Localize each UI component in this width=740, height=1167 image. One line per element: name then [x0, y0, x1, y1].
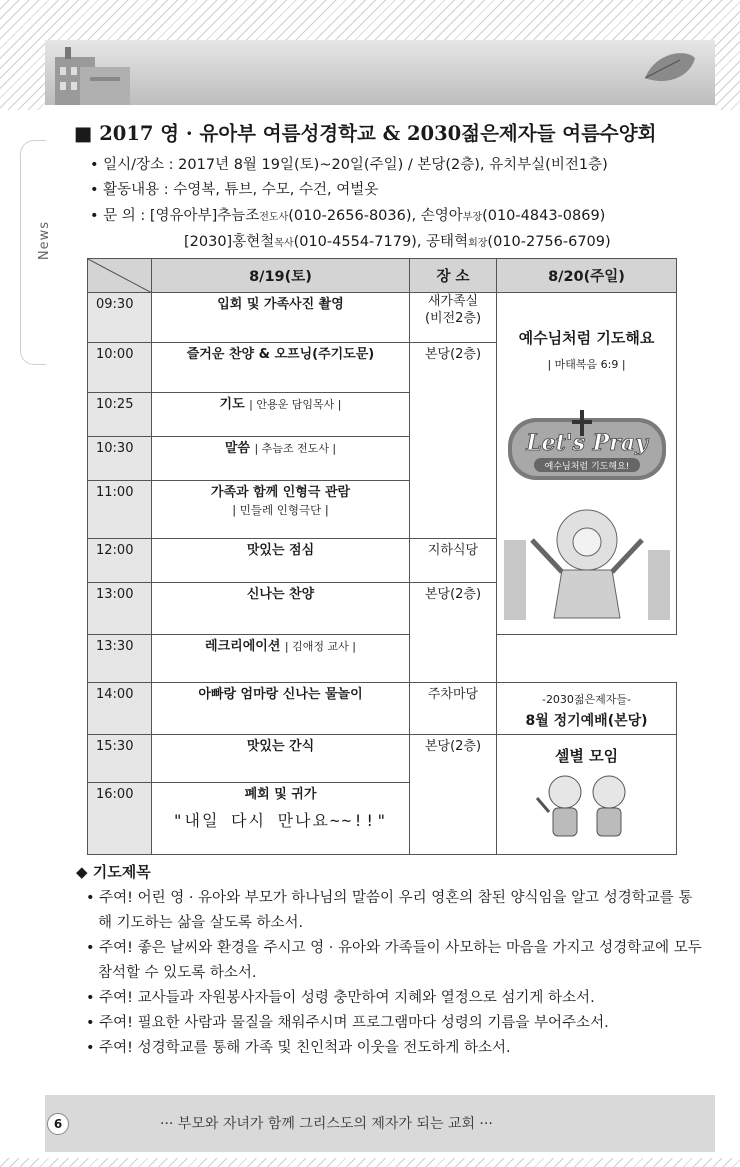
service-label: 8월 정기예배(본당) [525, 713, 648, 729]
program-cell: 아빠랑 엄마랑 신나는 물놀이 [152, 683, 410, 735]
prayer-heading: ◆ 기도제목 [76, 863, 151, 881]
program-cell: 레크리에이션 | 김애정 교사 | [152, 635, 410, 683]
program-cell: 가족과 함께 인형극 관람 | 민들레 인형극단 | [152, 481, 410, 539]
time-cell: 09:30 [88, 293, 152, 343]
info-activity-line: • 활동내용 : 수영복, 튜브, 수모, 수건, 여벌옷 [90, 182, 379, 198]
prayer-item: • 주여! 좋은 날씨와 환경을 주시고 영 · 유아와 가족들이 사모하는 마음을 가지고 성경학교에 모두 참석할 수 있도록 하소서. [86, 940, 702, 981]
place-cell: 지하식당 [410, 539, 497, 583]
news-side-tab [20, 140, 53, 365]
news-tab-label: News [37, 220, 53, 261]
lets-pray-banner [502, 410, 672, 490]
time-cell: 13:30 [88, 635, 152, 683]
banner-text: Let's Pray [525, 430, 648, 456]
time-cell: 13:00 [88, 583, 152, 635]
header-diagonal-cell [88, 259, 152, 293]
time-cell: 12:00 [88, 539, 152, 583]
page-title: ■ 2017 영 · 유아부 여름성경학교 & 2030젊은제자들 여름수양회 [74, 122, 657, 145]
footer-motto: ··· 부모와 자녀가 함께 그리스도의 제자가 되는 교회 ··· [160, 1116, 493, 1132]
info-contact-line-1: • 문 의 : [영유아부]추늠조전도사(010-2656-8036), 손영아부장(010-4843-0869) [90, 208, 606, 224]
day2-title: 예수님처럼 기도해요 [518, 329, 655, 347]
time-cell: 10:00 [88, 343, 152, 393]
two-kids-illustration [527, 770, 647, 850]
day2-verse: | 마태복음 6:9 | [547, 358, 626, 371]
time-cell: 10:30 [88, 437, 152, 481]
schedule-table [87, 258, 677, 855]
program-cell: 입회 및 가족사진 촬영 [152, 293, 410, 343]
time-cell: 15:30 [88, 735, 152, 783]
place-cell: 본당(2층) [410, 583, 497, 683]
prayer-item: • 주여! 필요한 사람과 물질을 채워주시며 프로그램마다 성령의 기름을 부어주소서. [86, 1015, 609, 1031]
time-cell: 11:00 [88, 481, 152, 539]
prayer-item: • 주여! 어린 영 · 유아와 부모가 하나님의 말씀이 우리 영혼의 참된 양식임을 알고 성경학교를 통해 기도하는 삶을 살도록 하소서. [86, 890, 693, 931]
info-contact-line-2: [2030]홍현철목사(010-4554-7179), 공태혁회장(010-2756-6709) [184, 234, 611, 250]
farewell-label: 셀별 모임 [554, 747, 619, 765]
prayer-list [86, 886, 706, 1061]
page-number: 6 [47, 1113, 69, 1135]
day2-farewell-cell [497, 735, 677, 855]
time-cell: 10:25 [88, 393, 152, 437]
place-cell: 주차마당 [410, 683, 497, 735]
day2-service-cell [497, 683, 677, 735]
program-cell: 말씀 | 추늠조 전도사 | [152, 437, 410, 481]
place-cell: 새가족실 (비전2층) [410, 293, 497, 343]
header-place: 장 소 [410, 259, 497, 293]
program-cell: 폐회 및 귀가 "내일 다시 만나요~~!!" [152, 783, 410, 855]
place-cell: 본당(2층) [410, 343, 497, 539]
program-cell: 맛있는 간식 [152, 735, 410, 783]
header-band [45, 40, 715, 105]
info-schedule-line: • 일시/장소 : 2017년 8월 19일(토)~20일(주일) / 본당(2층), 유치부실(비전1층) [90, 157, 608, 173]
program-cell: 맛있는 점심 [152, 539, 410, 583]
banner-subtext: 예수님처럼 기도해요! [544, 462, 629, 472]
program-cell: 기도 | 안용운 담임목사 | [152, 393, 410, 437]
header-day1: 8/19(토) [152, 259, 410, 293]
prayer-item: • 주여! 교사들과 자원봉사자들이 성령 충만하여 지혜와 열정으로 섬기게 하소서. [86, 990, 595, 1006]
jesus-kids-illustration [502, 500, 672, 630]
program-cell: 즐거운 찬양 & 오프닝(주기도문) [152, 343, 410, 393]
footer-hatch-pattern [0, 1158, 740, 1167]
program-cell: 신나는 찬양 [152, 583, 410, 635]
diagonal-line [88, 259, 152, 293]
day2-prayer-cell [497, 293, 677, 635]
leaf-icon [640, 48, 700, 88]
prayer-item: • 주여! 성경학교를 통해 가족 및 친인척과 이웃을 전도하게 하소서. [86, 1040, 511, 1056]
group-line: -2030젊은제자들- [541, 693, 632, 706]
time-cell: 16:00 [88, 783, 152, 855]
church-building-illustration [35, 42, 145, 105]
time-cell: 14:00 [88, 683, 152, 735]
place-cell: 본당(2층) [410, 735, 497, 855]
header-day2: 8/20(주일) [497, 259, 677, 293]
